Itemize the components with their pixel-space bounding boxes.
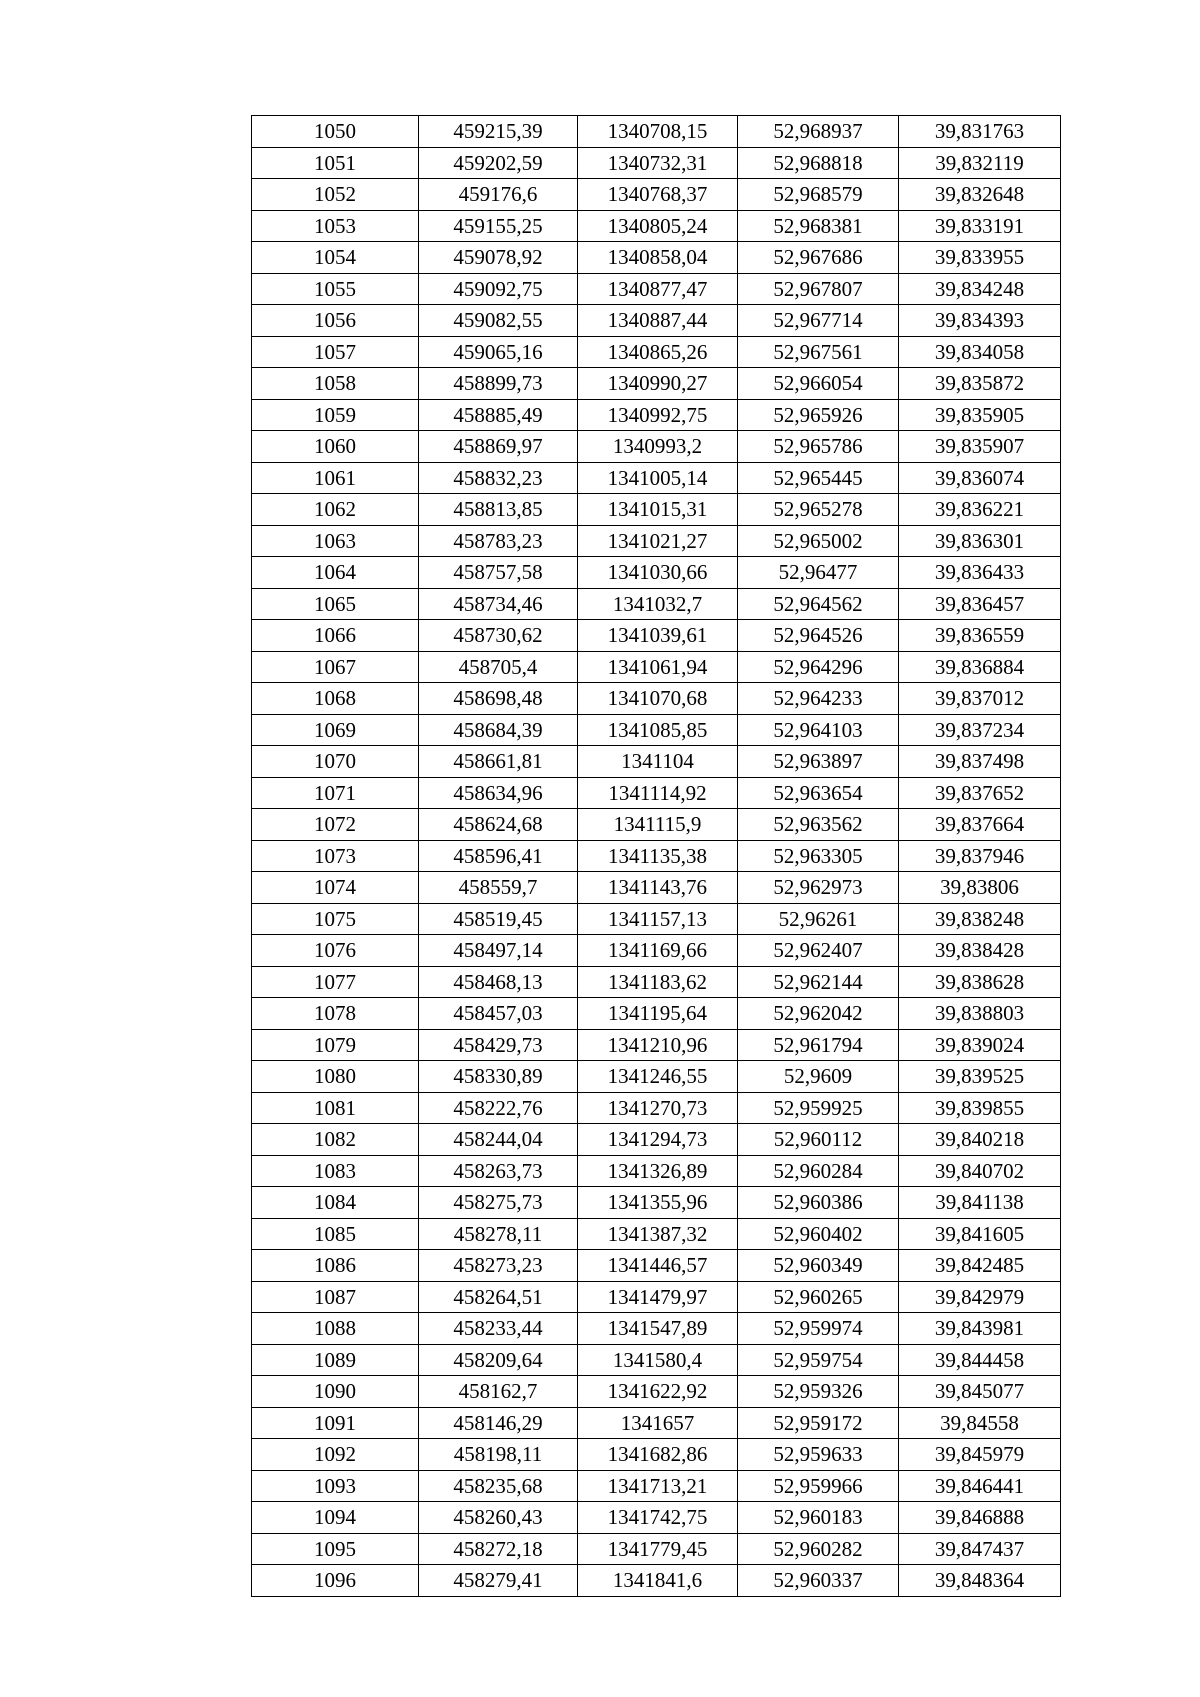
point-number-cell: 1096 xyxy=(252,1565,419,1597)
table-row xyxy=(252,1565,1061,1597)
coordinates-table xyxy=(251,115,1061,1597)
y-coordinate-cell: 1341326,89 xyxy=(578,1155,738,1187)
longitude-cell: 39,836221 xyxy=(899,494,1061,526)
y-coordinate-cell: 1340992,75 xyxy=(578,399,738,431)
table-row xyxy=(252,1502,1061,1534)
longitude-cell: 39,84558 xyxy=(899,1407,1061,1439)
y-coordinate-cell: 1340768,37 xyxy=(578,179,738,211)
x-coordinate-cell: 458244,04 xyxy=(419,1124,578,1156)
point-number-cell: 1060 xyxy=(252,431,419,463)
table-row xyxy=(252,1533,1061,1565)
longitude-cell: 39,844458 xyxy=(899,1344,1061,1376)
table-row xyxy=(252,1061,1061,1093)
latitude-cell: 52,965278 xyxy=(738,494,899,526)
y-coordinate-cell: 1341135,38 xyxy=(578,840,738,872)
latitude-cell: 52,960349 xyxy=(738,1250,899,1282)
latitude-cell: 52,960265 xyxy=(738,1281,899,1313)
point-number-cell: 1087 xyxy=(252,1281,419,1313)
table-row xyxy=(252,683,1061,715)
point-number-cell: 1090 xyxy=(252,1376,419,1408)
table-row xyxy=(252,651,1061,683)
longitude-cell: 39,839855 xyxy=(899,1092,1061,1124)
y-coordinate-cell: 1341547,89 xyxy=(578,1313,738,1345)
table-row xyxy=(252,147,1061,179)
longitude-cell: 39,837664 xyxy=(899,809,1061,841)
point-number-cell: 1072 xyxy=(252,809,419,841)
x-coordinate-cell: 458832,23 xyxy=(419,462,578,494)
y-coordinate-cell: 1340887,44 xyxy=(578,305,738,337)
y-coordinate-cell: 1340805,24 xyxy=(578,210,738,242)
point-number-cell: 1068 xyxy=(252,683,419,715)
point-number-cell: 1061 xyxy=(252,462,419,494)
point-number-cell: 1083 xyxy=(252,1155,419,1187)
latitude-cell: 52,965926 xyxy=(738,399,899,431)
y-coordinate-cell: 1341580,4 xyxy=(578,1344,738,1376)
table-row xyxy=(252,525,1061,557)
x-coordinate-cell: 458705,4 xyxy=(419,651,578,683)
point-number-cell: 1089 xyxy=(252,1344,419,1376)
x-coordinate-cell: 458730,62 xyxy=(419,620,578,652)
point-number-cell: 1093 xyxy=(252,1470,419,1502)
table-row xyxy=(252,998,1061,1030)
latitude-cell: 52,963305 xyxy=(738,840,899,872)
y-coordinate-cell: 1341742,75 xyxy=(578,1502,738,1534)
x-coordinate-cell: 458260,43 xyxy=(419,1502,578,1534)
longitude-cell: 39,833955 xyxy=(899,242,1061,274)
latitude-cell: 52,963562 xyxy=(738,809,899,841)
table-row xyxy=(252,368,1061,400)
table-row xyxy=(252,1124,1061,1156)
latitude-cell: 52,967714 xyxy=(738,305,899,337)
y-coordinate-cell: 1341779,45 xyxy=(578,1533,738,1565)
longitude-cell: 39,836074 xyxy=(899,462,1061,494)
x-coordinate-cell: 458330,89 xyxy=(419,1061,578,1093)
latitude-cell: 52,960284 xyxy=(738,1155,899,1187)
table-row xyxy=(252,777,1061,809)
table-row xyxy=(252,557,1061,589)
longitude-cell: 39,838248 xyxy=(899,903,1061,935)
y-coordinate-cell: 1341104 xyxy=(578,746,738,778)
point-number-cell: 1064 xyxy=(252,557,419,589)
latitude-cell: 52,959925 xyxy=(738,1092,899,1124)
coordinates-table-body xyxy=(252,116,1061,1597)
y-coordinate-cell: 1341622,92 xyxy=(578,1376,738,1408)
x-coordinate-cell: 458596,41 xyxy=(419,840,578,872)
x-coordinate-cell: 458264,51 xyxy=(419,1281,578,1313)
longitude-cell: 39,838628 xyxy=(899,966,1061,998)
latitude-cell: 52,960402 xyxy=(738,1218,899,1250)
table-row xyxy=(252,399,1061,431)
x-coordinate-cell: 458634,96 xyxy=(419,777,578,809)
latitude-cell: 52,968937 xyxy=(738,116,899,148)
table-row xyxy=(252,935,1061,967)
longitude-cell: 39,842485 xyxy=(899,1250,1061,1282)
x-coordinate-cell: 458146,29 xyxy=(419,1407,578,1439)
point-number-cell: 1053 xyxy=(252,210,419,242)
latitude-cell: 52,966054 xyxy=(738,368,899,400)
point-number-cell: 1077 xyxy=(252,966,419,998)
latitude-cell: 52,964296 xyxy=(738,651,899,683)
point-number-cell: 1070 xyxy=(252,746,419,778)
point-number-cell: 1091 xyxy=(252,1407,419,1439)
point-number-cell: 1058 xyxy=(252,368,419,400)
table-row xyxy=(252,336,1061,368)
latitude-cell: 52,959326 xyxy=(738,1376,899,1408)
longitude-cell: 39,834248 xyxy=(899,273,1061,305)
y-coordinate-cell: 1341070,68 xyxy=(578,683,738,715)
latitude-cell: 52,965786 xyxy=(738,431,899,463)
longitude-cell: 39,837652 xyxy=(899,777,1061,809)
point-number-cell: 1062 xyxy=(252,494,419,526)
longitude-cell: 39,837234 xyxy=(899,714,1061,746)
x-coordinate-cell: 458559,7 xyxy=(419,872,578,904)
longitude-cell: 39,839525 xyxy=(899,1061,1061,1093)
x-coordinate-cell: 458813,85 xyxy=(419,494,578,526)
point-number-cell: 1051 xyxy=(252,147,419,179)
table-row xyxy=(252,746,1061,778)
longitude-cell: 39,835905 xyxy=(899,399,1061,431)
y-coordinate-cell: 1341169,66 xyxy=(578,935,738,967)
longitude-cell: 39,832648 xyxy=(899,179,1061,211)
y-coordinate-cell: 1341657 xyxy=(578,1407,738,1439)
x-coordinate-cell: 459078,92 xyxy=(419,242,578,274)
point-number-cell: 1079 xyxy=(252,1029,419,1061)
x-coordinate-cell: 458734,46 xyxy=(419,588,578,620)
table-row xyxy=(252,210,1061,242)
latitude-cell: 52,959966 xyxy=(738,1470,899,1502)
latitude-cell: 52,967807 xyxy=(738,273,899,305)
longitude-cell: 39,836433 xyxy=(899,557,1061,589)
table-row xyxy=(252,714,1061,746)
table-row xyxy=(252,1281,1061,1313)
latitude-cell: 52,962042 xyxy=(738,998,899,1030)
table-row xyxy=(252,1376,1061,1408)
point-number-cell: 1078 xyxy=(252,998,419,1030)
longitude-cell: 39,845077 xyxy=(899,1376,1061,1408)
x-coordinate-cell: 458757,58 xyxy=(419,557,578,589)
y-coordinate-cell: 1341355,96 xyxy=(578,1187,738,1219)
x-coordinate-cell: 458899,73 xyxy=(419,368,578,400)
x-coordinate-cell: 458278,11 xyxy=(419,1218,578,1250)
y-coordinate-cell: 1341210,96 xyxy=(578,1029,738,1061)
y-coordinate-cell: 1340865,26 xyxy=(578,336,738,368)
point-number-cell: 1085 xyxy=(252,1218,419,1250)
latitude-cell: 52,959633 xyxy=(738,1439,899,1471)
table-row xyxy=(252,242,1061,274)
y-coordinate-cell: 1340732,31 xyxy=(578,147,738,179)
latitude-cell: 52,9609 xyxy=(738,1061,899,1093)
table-row xyxy=(252,116,1061,148)
x-coordinate-cell: 458279,41 xyxy=(419,1565,578,1597)
table-row xyxy=(252,1407,1061,1439)
x-coordinate-cell: 458468,13 xyxy=(419,966,578,998)
longitude-cell: 39,832119 xyxy=(899,147,1061,179)
point-number-cell: 1059 xyxy=(252,399,419,431)
table-row xyxy=(252,273,1061,305)
latitude-cell: 52,968579 xyxy=(738,179,899,211)
table-row xyxy=(252,1092,1061,1124)
point-number-cell: 1075 xyxy=(252,903,419,935)
y-coordinate-cell: 1341195,64 xyxy=(578,998,738,1030)
longitude-cell: 39,845979 xyxy=(899,1439,1061,1471)
point-number-cell: 1095 xyxy=(252,1533,419,1565)
y-coordinate-cell: 1341183,62 xyxy=(578,966,738,998)
latitude-cell: 52,962144 xyxy=(738,966,899,998)
longitude-cell: 39,837946 xyxy=(899,840,1061,872)
point-number-cell: 1081 xyxy=(252,1092,419,1124)
latitude-cell: 52,964526 xyxy=(738,620,899,652)
latitude-cell: 52,964562 xyxy=(738,588,899,620)
latitude-cell: 52,959754 xyxy=(738,1344,899,1376)
latitude-cell: 52,962407 xyxy=(738,935,899,967)
x-coordinate-cell: 459202,59 xyxy=(419,147,578,179)
y-coordinate-cell: 1341294,73 xyxy=(578,1124,738,1156)
y-coordinate-cell: 1340708,15 xyxy=(578,116,738,148)
latitude-cell: 52,959974 xyxy=(738,1313,899,1345)
latitude-cell: 52,960183 xyxy=(738,1502,899,1534)
x-coordinate-cell: 458235,68 xyxy=(419,1470,578,1502)
y-coordinate-cell: 1340990,27 xyxy=(578,368,738,400)
point-number-cell: 1084 xyxy=(252,1187,419,1219)
y-coordinate-cell: 1341246,55 xyxy=(578,1061,738,1093)
y-coordinate-cell: 1341021,27 xyxy=(578,525,738,557)
latitude-cell: 52,960112 xyxy=(738,1124,899,1156)
y-coordinate-cell: 1341446,57 xyxy=(578,1250,738,1282)
latitude-cell: 52,960386 xyxy=(738,1187,899,1219)
y-coordinate-cell: 1341682,86 xyxy=(578,1439,738,1471)
table-row xyxy=(252,179,1061,211)
table-row xyxy=(252,1313,1061,1345)
y-coordinate-cell: 1341085,85 xyxy=(578,714,738,746)
x-coordinate-cell: 458273,23 xyxy=(419,1250,578,1282)
x-coordinate-cell: 458885,49 xyxy=(419,399,578,431)
longitude-cell: 39,846888 xyxy=(899,1502,1061,1534)
point-number-cell: 1056 xyxy=(252,305,419,337)
longitude-cell: 39,836884 xyxy=(899,651,1061,683)
table-row xyxy=(252,588,1061,620)
x-coordinate-cell: 458684,39 xyxy=(419,714,578,746)
table-row xyxy=(252,431,1061,463)
longitude-cell: 39,834058 xyxy=(899,336,1061,368)
longitude-cell: 39,834393 xyxy=(899,305,1061,337)
longitude-cell: 39,835872 xyxy=(899,368,1061,400)
table-row xyxy=(252,872,1061,904)
x-coordinate-cell: 459065,16 xyxy=(419,336,578,368)
y-coordinate-cell: 1341270,73 xyxy=(578,1092,738,1124)
x-coordinate-cell: 458222,76 xyxy=(419,1092,578,1124)
table-row xyxy=(252,1187,1061,1219)
y-coordinate-cell: 1341015,31 xyxy=(578,494,738,526)
y-coordinate-cell: 1341114,92 xyxy=(578,777,738,809)
point-number-cell: 1055 xyxy=(252,273,419,305)
longitude-cell: 39,840218 xyxy=(899,1124,1061,1156)
x-coordinate-cell: 458624,68 xyxy=(419,809,578,841)
longitude-cell: 39,838803 xyxy=(899,998,1061,1030)
latitude-cell: 52,967561 xyxy=(738,336,899,368)
point-number-cell: 1088 xyxy=(252,1313,419,1345)
point-number-cell: 1050 xyxy=(252,116,419,148)
longitude-cell: 39,841138 xyxy=(899,1187,1061,1219)
point-number-cell: 1054 xyxy=(252,242,419,274)
y-coordinate-cell: 1341713,21 xyxy=(578,1470,738,1502)
point-number-cell: 1076 xyxy=(252,935,419,967)
y-coordinate-cell: 1341061,94 xyxy=(578,651,738,683)
y-coordinate-cell: 1341387,32 xyxy=(578,1218,738,1250)
longitude-cell: 39,836457 xyxy=(899,588,1061,620)
point-number-cell: 1071 xyxy=(252,777,419,809)
latitude-cell: 52,96261 xyxy=(738,903,899,935)
point-number-cell: 1052 xyxy=(252,179,419,211)
x-coordinate-cell: 459215,39 xyxy=(419,116,578,148)
x-coordinate-cell: 459155,25 xyxy=(419,210,578,242)
longitude-cell: 39,843981 xyxy=(899,1313,1061,1345)
latitude-cell: 52,967686 xyxy=(738,242,899,274)
y-coordinate-cell: 1340993,2 xyxy=(578,431,738,463)
table-row xyxy=(252,620,1061,652)
longitude-cell: 39,848364 xyxy=(899,1565,1061,1597)
table-row xyxy=(252,966,1061,998)
latitude-cell: 52,960337 xyxy=(738,1565,899,1597)
latitude-cell: 52,964233 xyxy=(738,683,899,715)
table-row xyxy=(252,494,1061,526)
point-number-cell: 1065 xyxy=(252,588,419,620)
longitude-cell: 39,83806 xyxy=(899,872,1061,904)
latitude-cell: 52,960282 xyxy=(738,1533,899,1565)
longitude-cell: 39,836301 xyxy=(899,525,1061,557)
longitude-cell: 39,839024 xyxy=(899,1029,1061,1061)
latitude-cell: 52,961794 xyxy=(738,1029,899,1061)
x-coordinate-cell: 458869,97 xyxy=(419,431,578,463)
point-number-cell: 1069 xyxy=(252,714,419,746)
x-coordinate-cell: 458233,44 xyxy=(419,1313,578,1345)
latitude-cell: 52,959172 xyxy=(738,1407,899,1439)
latitude-cell: 52,968818 xyxy=(738,147,899,179)
longitude-cell: 39,837012 xyxy=(899,683,1061,715)
y-coordinate-cell: 1341143,76 xyxy=(578,872,738,904)
latitude-cell: 52,963654 xyxy=(738,777,899,809)
point-number-cell: 1067 xyxy=(252,651,419,683)
point-number-cell: 1074 xyxy=(252,872,419,904)
longitude-cell: 39,841605 xyxy=(899,1218,1061,1250)
table-row xyxy=(252,1155,1061,1187)
latitude-cell: 52,968381 xyxy=(738,210,899,242)
y-coordinate-cell: 1341157,13 xyxy=(578,903,738,935)
point-number-cell: 1092 xyxy=(252,1439,419,1471)
latitude-cell: 52,96477 xyxy=(738,557,899,589)
table-row xyxy=(252,903,1061,935)
point-number-cell: 1086 xyxy=(252,1250,419,1282)
longitude-cell: 39,831763 xyxy=(899,116,1061,148)
latitude-cell: 52,963897 xyxy=(738,746,899,778)
table-row xyxy=(252,462,1061,494)
table-row xyxy=(252,1344,1061,1376)
x-coordinate-cell: 458497,14 xyxy=(419,935,578,967)
x-coordinate-cell: 458263,73 xyxy=(419,1155,578,1187)
y-coordinate-cell: 1341115,9 xyxy=(578,809,738,841)
y-coordinate-cell: 1340877,47 xyxy=(578,273,738,305)
x-coordinate-cell: 458519,45 xyxy=(419,903,578,935)
x-coordinate-cell: 458198,11 xyxy=(419,1439,578,1471)
longitude-cell: 39,833191 xyxy=(899,210,1061,242)
point-number-cell: 1073 xyxy=(252,840,419,872)
latitude-cell: 52,965445 xyxy=(738,462,899,494)
longitude-cell: 39,838428 xyxy=(899,935,1061,967)
table-row xyxy=(252,1029,1061,1061)
x-coordinate-cell: 458275,73 xyxy=(419,1187,578,1219)
y-coordinate-cell: 1341479,97 xyxy=(578,1281,738,1313)
x-coordinate-cell: 459176,6 xyxy=(419,179,578,211)
x-coordinate-cell: 458209,64 xyxy=(419,1344,578,1376)
y-coordinate-cell: 1341005,14 xyxy=(578,462,738,494)
longitude-cell: 39,847437 xyxy=(899,1533,1061,1565)
y-coordinate-cell: 1341841,6 xyxy=(578,1565,738,1597)
longitude-cell: 39,837498 xyxy=(899,746,1061,778)
point-number-cell: 1082 xyxy=(252,1124,419,1156)
x-coordinate-cell: 458272,18 xyxy=(419,1533,578,1565)
y-coordinate-cell: 1341032,7 xyxy=(578,588,738,620)
y-coordinate-cell: 1341030,66 xyxy=(578,557,738,589)
x-coordinate-cell: 458162,7 xyxy=(419,1376,578,1408)
longitude-cell: 39,836559 xyxy=(899,620,1061,652)
latitude-cell: 52,964103 xyxy=(738,714,899,746)
longitude-cell: 39,842979 xyxy=(899,1281,1061,1313)
point-number-cell: 1066 xyxy=(252,620,419,652)
x-coordinate-cell: 458661,81 xyxy=(419,746,578,778)
table-row xyxy=(252,305,1061,337)
point-number-cell: 1080 xyxy=(252,1061,419,1093)
table-row xyxy=(252,1470,1061,1502)
latitude-cell: 52,962973 xyxy=(738,872,899,904)
x-coordinate-cell: 458783,23 xyxy=(419,525,578,557)
x-coordinate-cell: 459092,75 xyxy=(419,273,578,305)
table-row xyxy=(252,809,1061,841)
point-number-cell: 1063 xyxy=(252,525,419,557)
y-coordinate-cell: 1340858,04 xyxy=(578,242,738,274)
table-row xyxy=(252,1250,1061,1282)
x-coordinate-cell: 458457,03 xyxy=(419,998,578,1030)
latitude-cell: 52,965002 xyxy=(738,525,899,557)
table-row xyxy=(252,840,1061,872)
x-coordinate-cell: 459082,55 xyxy=(419,305,578,337)
point-number-cell: 1094 xyxy=(252,1502,419,1534)
y-coordinate-cell: 1341039,61 xyxy=(578,620,738,652)
x-coordinate-cell: 458698,48 xyxy=(419,683,578,715)
longitude-cell: 39,846441 xyxy=(899,1470,1061,1502)
x-coordinate-cell: 458429,73 xyxy=(419,1029,578,1061)
point-number-cell: 1057 xyxy=(252,336,419,368)
longitude-cell: 39,840702 xyxy=(899,1155,1061,1187)
table-row xyxy=(252,1439,1061,1471)
longitude-cell: 39,835907 xyxy=(899,431,1061,463)
table-row xyxy=(252,1218,1061,1250)
